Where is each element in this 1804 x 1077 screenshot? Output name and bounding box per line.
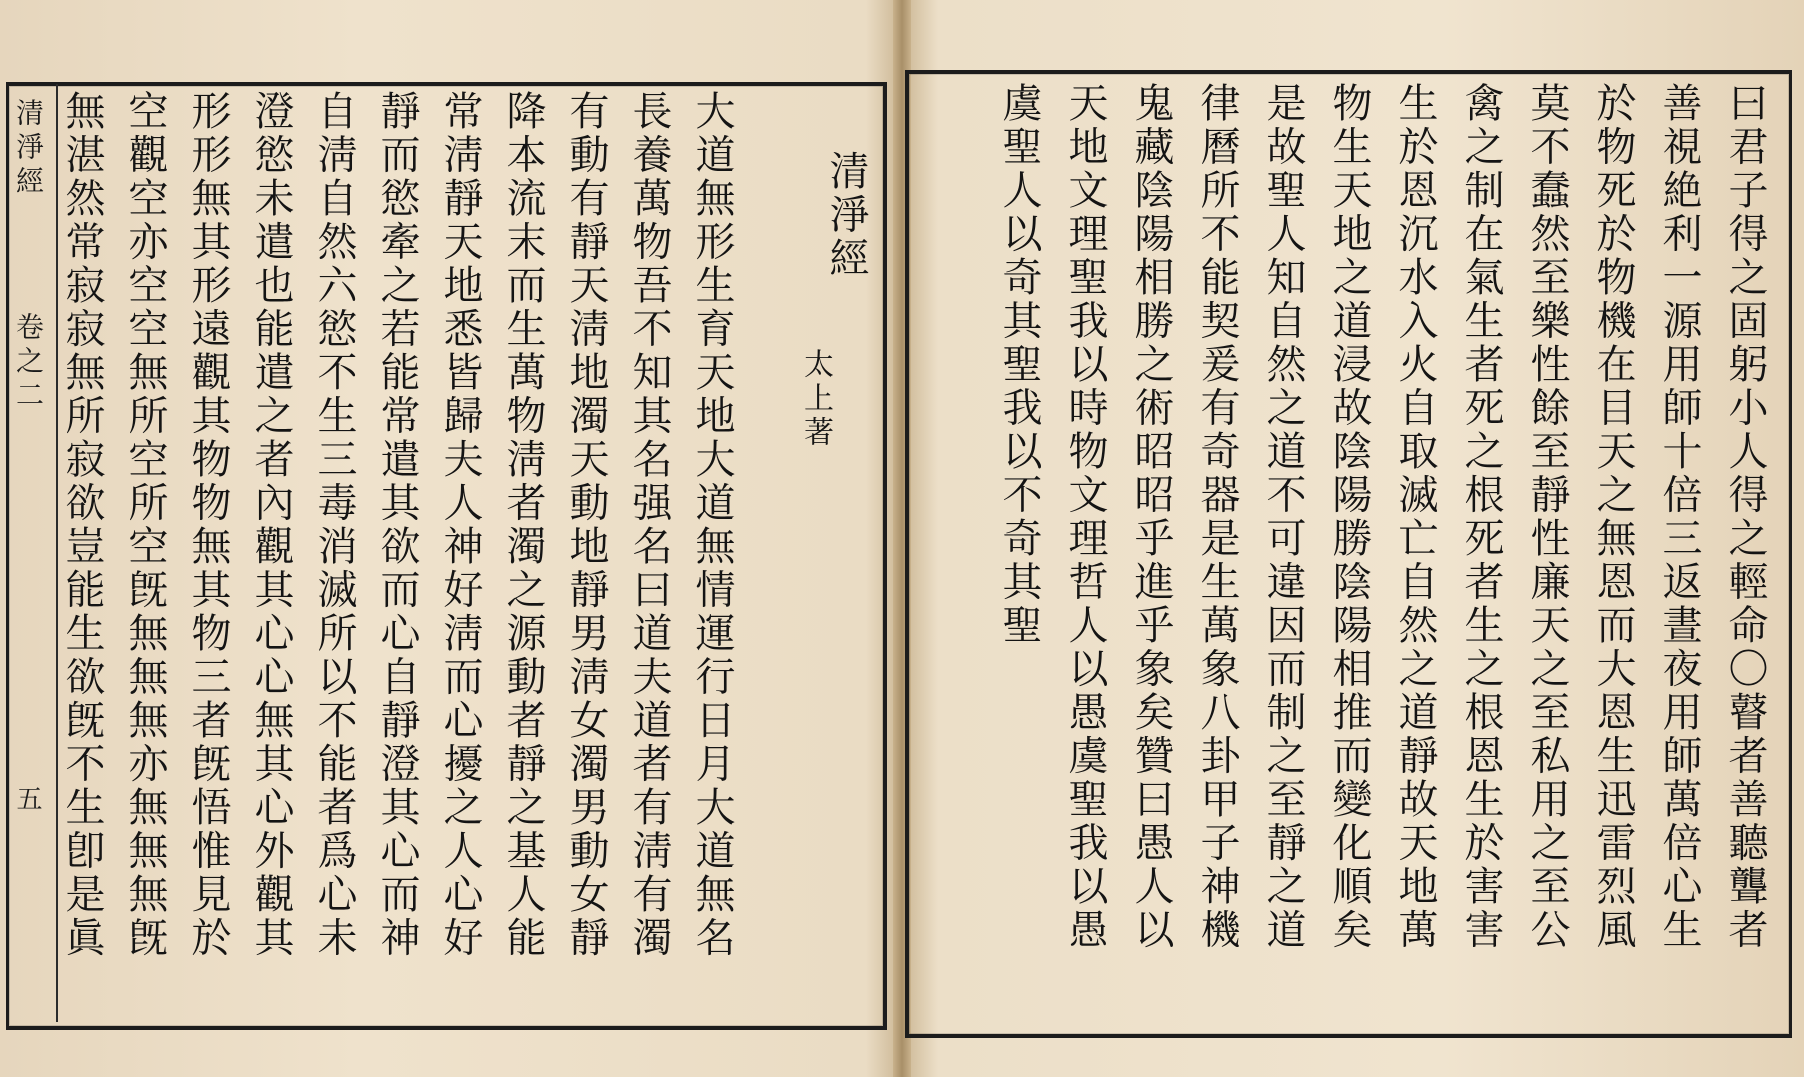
margin-divider — [56, 84, 58, 1022]
text-column: 常淸靜天地悉皆歸夫人神好淸而心擾之人心好 — [437, 90, 483, 960]
text-column: 有動有靜天淸地濁天動地靜男淸女濁男動女靜 — [563, 90, 609, 960]
text-author: 太上著 — [798, 348, 833, 450]
margin-volume: 卷之二 — [12, 312, 45, 414]
text-column: 虞聖人以奇其聖我以不奇其聖 — [996, 82, 1042, 648]
text-column: 降本流末而生萬物淸者濁之源動者靜之基人能 — [500, 90, 546, 960]
left-page — [0, 0, 895, 1077]
text-column: 自淸自然六慾不生三毒消滅所以不能者爲心未 — [311, 90, 357, 960]
text-column: 禽之制在氣生者死之根死者生之根恩生於害害 — [1458, 82, 1504, 952]
text-column: 空觀空亦空空無所空所空旣無無無亦無無無旣 — [122, 90, 168, 960]
text-title: 清淨經 — [823, 150, 869, 281]
text-column: 於物死於物機在目天之無恩而大恩生迅雷烈風 — [1590, 82, 1636, 952]
margin-title: 清淨經 — [12, 98, 45, 200]
text-column: 澄慾未遣也能遣之者內觀其心心無其心外觀其 — [248, 90, 294, 960]
text-column: 天地文理聖我以時物文理哲人以愚虞聖我以愚 — [1062, 82, 1108, 952]
right-page — [905, 0, 1804, 1077]
text-column: 物生天地之道浸故陰陽勝陰陽相推而變化順矣 — [1326, 82, 1372, 952]
text-column: 長養萬物吾不知其名强名曰道夫道者有淸有濁 — [626, 90, 672, 960]
text-column: 形形無其形遠觀其物物無其物三者旣悟惟見於 — [185, 90, 231, 960]
text-column: 是故聖人知自然之道不可違因而制之至靜之道 — [1260, 82, 1306, 952]
text-column: 無湛然常寂寂無所寂欲豈能生欲旣不生卽是眞 — [59, 90, 105, 960]
text-column: 鬼藏陰陽相勝之術昭昭乎進乎象矣贊曰愚人以 — [1128, 82, 1174, 952]
text-column: 靜而慾牽之若能常遣其欲而心自靜澄其心而神 — [374, 90, 420, 960]
text-column: 律曆所不能契爰有奇器是生萬象八卦甲子神機 — [1194, 82, 1240, 952]
text-column: 莫不蠢然至樂性餘至靜性廉天之至私用之至公 — [1524, 82, 1570, 952]
text-column: 善視絶利一源用師十倍三返晝夜用師萬倍心生 — [1656, 82, 1702, 952]
text-column: 大道無形生育天地大道無情運行日月大道無名 — [689, 90, 735, 960]
text-column: 生於恩沉水入火自取滅亡自然之道靜故天地萬 — [1392, 82, 1438, 952]
margin-leaf-number: 五 — [12, 785, 42, 817]
text-column: 曰君子得之固躬小人得之輕命〇瞽者善聽聾者 — [1722, 82, 1768, 952]
